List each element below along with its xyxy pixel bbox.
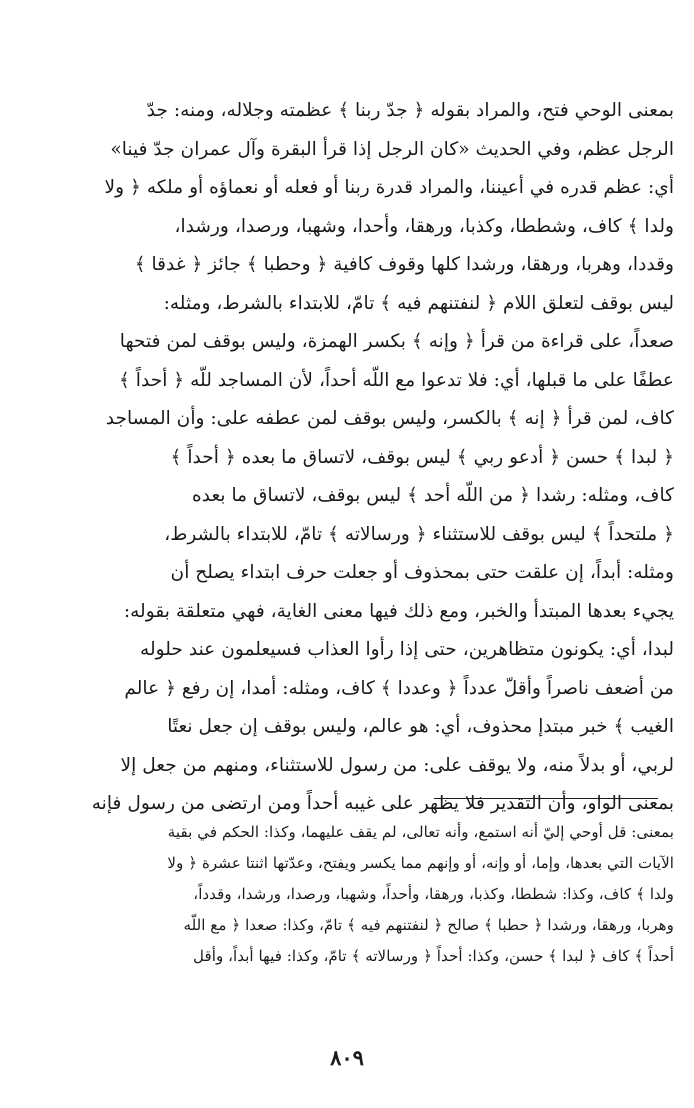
main-text-line: من أضعف ناصراً وأقلّ عدداً ﴿ وعددا ﴾ كاف، ومثله: أمدا، إن رفع ﴿ عالم (124, 677, 674, 699)
main-text-line: لبدا، أي: يكونون متظاهرين، حتى إذا رأوا العذاب فسيعلمون عند حلوله (140, 639, 674, 660)
main-text-line: عطفًا على ما قبلها، أي: فلا تدعوا مع اللّه أحداً، لأن المساجد للّه ﴿ أحداً ﴾ (118, 369, 674, 391)
footnote-line: الآيات التي بعدها، وإما، أو وإنه، أو وإنهم مما يكسر ويفتح، وعدّتها اثنتا عشرة ﴿ ولا (167, 854, 674, 872)
main-text-line: كاف، لمن قرأ ﴿ إنه ﴾ بالكسر، وليس بوقف لمن عطفه على: وأن المساجد (105, 408, 674, 429)
page-number: ٨٠٩ (330, 1045, 364, 1070)
footnote-separator (434, 798, 658, 799)
footnote-line: وهربا، ورهقا، ورشدا ﴿ حطبا ﴾ صالح ﴿ لنفتنهم فيه ﴾ تامّ، وكذا: صعدا ﴿ مع اللّه (183, 916, 674, 934)
main-text-line: ولدا ﴾ كاف، وشططا، وكذبا، ورهقا، وأحدا، وشهبا، ورصدا، ورشدا، (174, 215, 674, 237)
main-text-line: الرجل عظم، وفي الحديث «كان الرجل إذا قرأ البقرة وآل عمران جدّ فينا» (110, 138, 674, 160)
footnote-line: ولدا ﴾ كاف، وكذا: شططا، وكذبا، ورهقا، وأحداً، وشهبا، ورصدا، ورشدا، وقدداً، (193, 885, 674, 903)
main-text-line: وقددا، وهربا، ورهقا، ورشدا كلها وقوف كافية ﴿ وحطبا ﴾ جائز ﴿ غدقا ﴾ (134, 254, 674, 275)
footnote-block (60, 817, 674, 972)
footnote-line: بمعنى: قل أوحي إليّ أنه استمع، وأنه تعالى، لم يقف عليهما، وكذا: الحكم في بقية (167, 823, 674, 841)
main-text-line: الغيب ﴾ خبر مبتدإ محذوف، أي: هو عالم، وليس بوقف إن جعل نعتًا (167, 716, 674, 737)
main-text-block (62, 92, 674, 824)
main-text-line: لربي، أو بدلاً منه، ولا يوقف على: من رسول للاستثناء، ومنهم من جعل إلا (120, 754, 674, 776)
main-text-line: كاف، ومثله: رشدا ﴿ من اللّه أحد ﴾ ليس بوقف، لاتساق ما بعده (191, 485, 674, 506)
main-text-line: ﴿ ملتحداً ﴾ ليس بوقف للاستثناء ﴿ ورسالاته ﴾ تامّ، للابتداء بالشرط، (164, 523, 674, 545)
main-text-line: بمعنى الوحي فتح، والمراد بقوله ﴿ جدّ ربنا ﴾ عظمته وجلاله، ومنه: جدّ (146, 100, 674, 121)
main-text-line: بمعنى الواو، وأن التقدير فلا يظهر على غيبه أحداً ومن ارتضى من رسول فإنه (91, 793, 674, 814)
main-text-line: ﴿ لبدا ﴾ حسن ﴿ أدعو ربي ﴾ ليس بوقف، لاتساق ما بعده ﴿ أحداً ﴾ (170, 446, 674, 468)
main-text-line: ومثله: أبداً، إن علقت حتى بمحذوف أو جعلت حرف ابتداء يصلح أن (170, 562, 674, 583)
main-text-line: ليس بوقف لتعلق اللام ﴿ لنفتنهم فيه ﴾ تامّ، للابتداء بالشرط، ومثله: (163, 292, 674, 314)
main-text-line: صعداً، على قراءة من قرأ ﴿ وإنه ﴾ بكسر الهمزة، وليس بوقف لمن فتحها (119, 331, 674, 352)
main-text-line: أي: عظم قدره في أعيننا، والمراد قدرة ربنا أو فعله أو نعماؤه أو ملكه ﴿ ولا (104, 177, 674, 198)
main-text-line: يجيء بعدها المبتدأ والخبر، ومع ذلك فيها معنى الغاية، فهي متعلقة بقوله: (123, 600, 674, 622)
footnote-line: أحداً ﴾ كاف ﴿ لبدا ﴾ حسن، وكذا: أحداً ﴿ ورسالاته ﴾ تامّ، وكذا: فيها أبداً، وأقل (192, 947, 674, 965)
